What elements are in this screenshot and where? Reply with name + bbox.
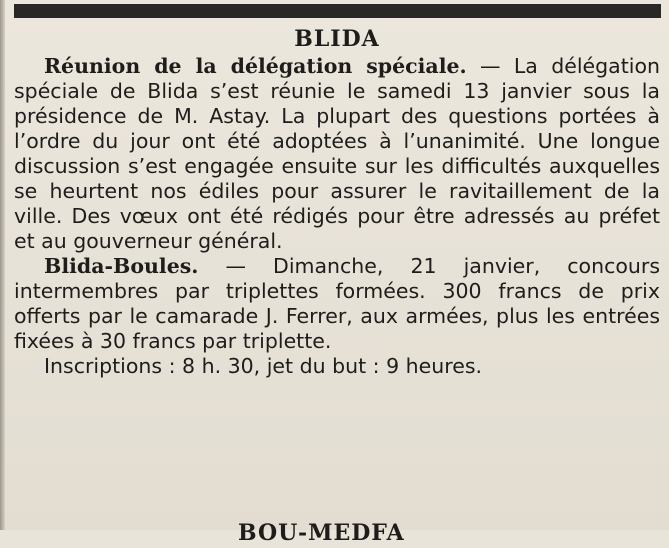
page-edge: [0, 0, 5, 530]
article-lead: Réunion de la délégation spéciale.: [44, 54, 467, 78]
article-body: — La délégation spéciale de Blida s’est réunie le samedi 13 janvier sous la présidence de M. Astay. La plupart des questions portées à l’ordre du jour ont été adoptées à l’unanimité. Une longue discussion s’est engagée ensuite sur les difficultés auxquelles se heurtent nos édiles pour assurer le ravitaillement de la ville. Des vœux ont été rédigés pour être adressés au préfet et au gouverneur général.: [14, 54, 660, 253]
article-delegation: [14, 54, 660, 254]
article-boules: [14, 254, 660, 354]
next-section-heading: BOU-MEDFA: [238, 520, 405, 546]
column-top-rule: [14, 4, 661, 18]
article-inscriptions: [14, 354, 660, 379]
article-column: [14, 24, 660, 379]
article-body: — Dimanche, 21 janvier, concours intermembres par triplettes formées. 300 francs de prix offerts par le camarade J. Ferrer, aux armées, plus les entrées fixées à 30 francs par triplette.: [14, 254, 660, 353]
section-heading: BLIDA: [294, 26, 380, 52]
article-body: Inscriptions : 8 h. 30, jet du but : 9 heures.: [44, 354, 483, 378]
article-lead: Blida-Boules.: [44, 254, 199, 278]
